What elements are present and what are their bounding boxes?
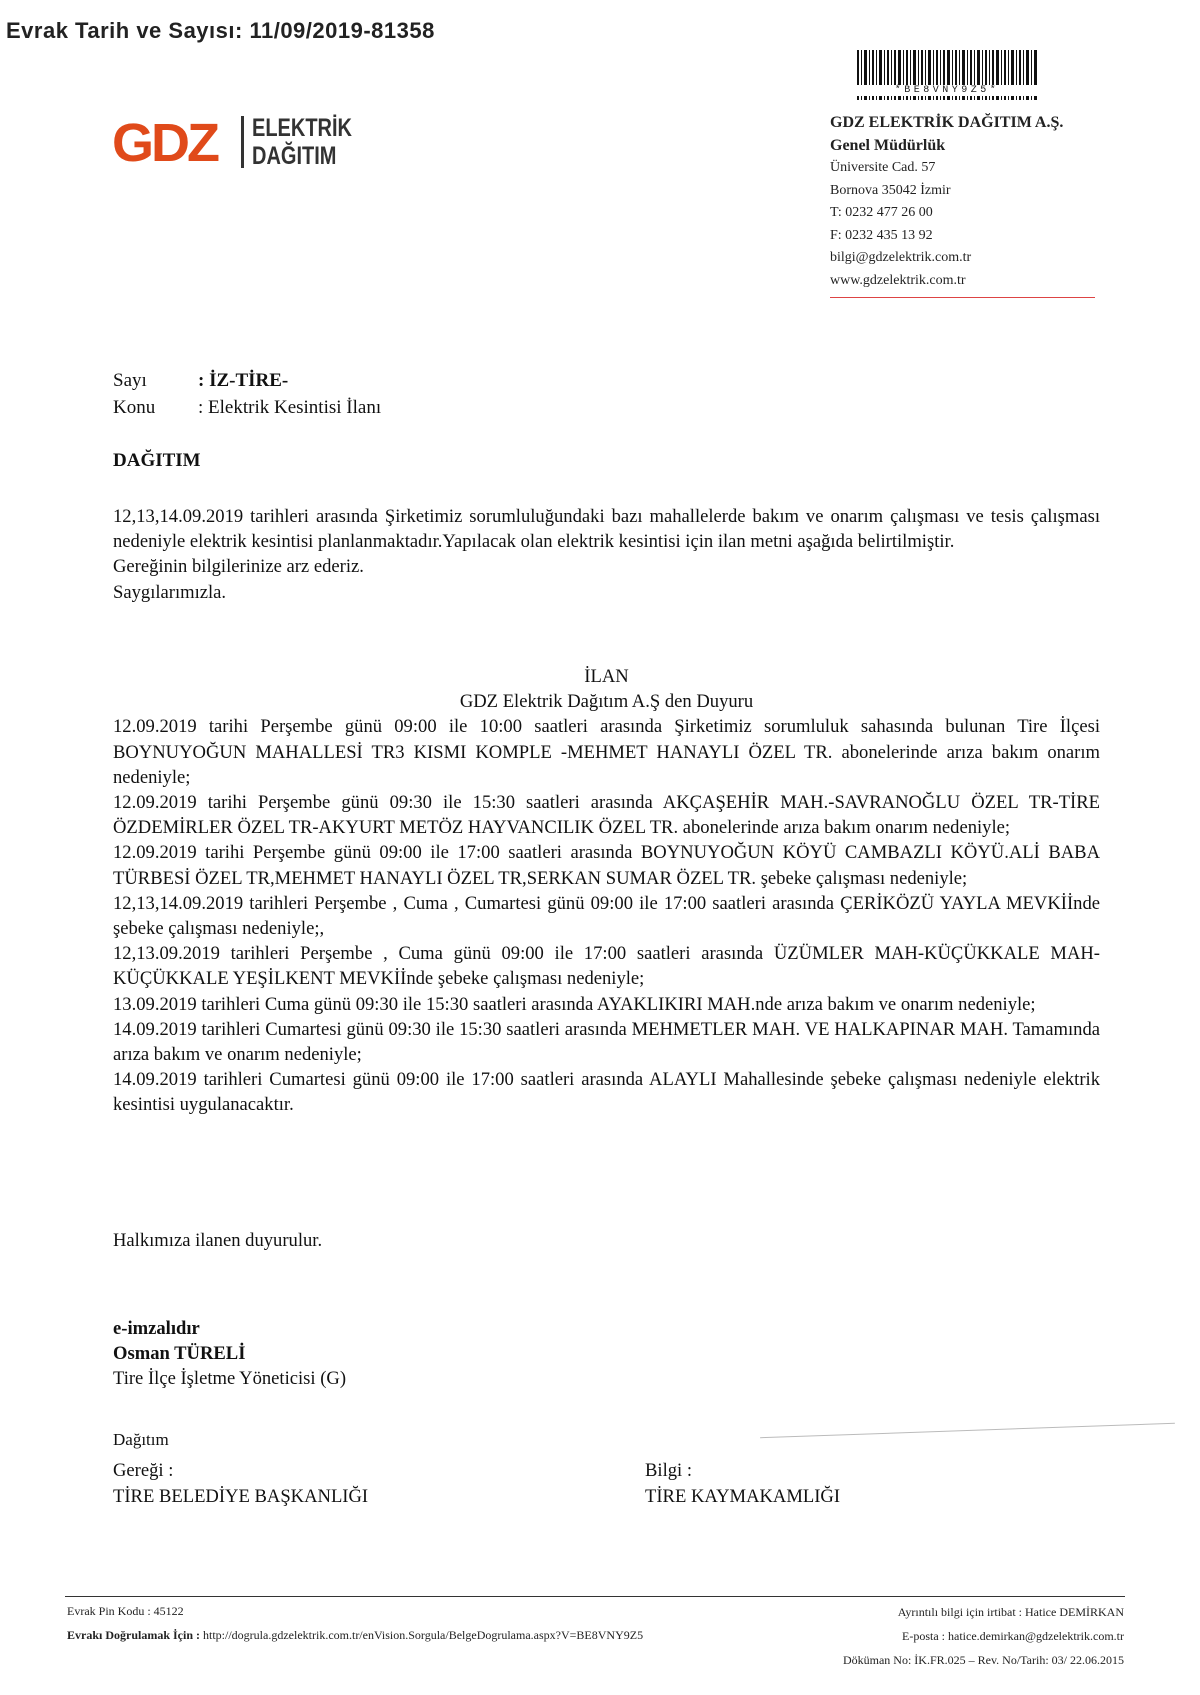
announcement-subtitle: GDZ Elektrik Dağıtım A.Ş den Duyuru: [459, 691, 754, 713]
announcement-item: 12,13,14.09.2019 tarihleri Perşembe , Cuma , Cumartesi günü 09:00 ile 17:00 saatleri arasında ÇERİKÖZÜ YAYLA MEVKİİnde şebeke çalışması nedeniyle;,: [113, 892, 1100, 940]
closing-line: Halkımıza ilanen duyurulur.: [113, 1230, 323, 1251]
intro-regards: Saygılarımızla.: [113, 581, 227, 603]
sender-fax: F: 0232 435 13 92: [830, 227, 933, 243]
distribution-bilgi: [645, 1458, 840, 1510]
konu-label: Konu: [113, 397, 156, 418]
verify-label: Evrakı Doğrulamak İçin :: [67, 1628, 201, 1642]
footer-document-number: Döküman No: İK.FR.025 – Rev. No/Tarih: 03/ 22.06.2015: [842, 1653, 1124, 1667]
sender-address-line2: Bornova 35042 İzmir: [830, 182, 951, 198]
announcement-title: İLAN: [584, 666, 629, 687]
intro-request: Gereğinin bilgilerinize arz ederiz.: [113, 556, 364, 578]
verify-url[interactable]: http://dogrula.gdzelektrik.com.tr/enVision.Sorgula/BelgeDogrulama.aspx?V=BE8VNY9Z5: [203, 1628, 644, 1642]
sender-website: www.gdzelektrik.com.tr: [830, 272, 966, 288]
announcement-item: 12.09.2019 tarihi Perşembe günü 09:00 ile 10:00 saatleri arasında Şirketimiz sorumluluk sahasında bulunan Tire İlçesi BOYNUYOĞUN MAHALLESİ TR3 KISMI KOMPLE -MEHMET HANAYLI ÖZEL TR. abonelerinde arıza bakım onarım nedeniyle;: [113, 716, 1100, 788]
sender-department: Genel Müdürlük: [830, 136, 946, 154]
footer-contact-block: [843, 1600, 1124, 1672]
sayi-value: : İZ-TİRE-: [198, 370, 289, 391]
footer-verification: [67, 1628, 643, 1643]
signature-block: [113, 1316, 346, 1391]
distribution-gereği: [113, 1458, 368, 1510]
announcement-item: 12,13.09.2019 tarihleri Perşembe , Cuma günü 09:00 ile 17:00 saatleri arasında ÜZÜMLER MAH-KÜÇÜKKALE MAH-KÜÇÜKKALE YEŞİLKENT MEVKİİnde şebeke çalışması nedeniyle;: [113, 943, 1100, 990]
announcement-item: 14.09.2019 tarihleri Cumartesi günü 09:30 ile 15:30 saatleri arasında MEHMETLER MAH. VE HALKAPINAR MAH. Tamamında arıza bakım ve onarım nedeniyle;: [113, 1018, 1100, 1066]
bilgi-value: TİRE KAYMAKAMLIĞI: [645, 1486, 841, 1507]
footer-pin-code: Evrak Pin Kodu : 45122: [67, 1604, 184, 1618]
footer-contact-email[interactable]: E-posta : hatice.demirkan@gdzelektrik.com.tr: [902, 1629, 1124, 1643]
intro-paragraph: 12,13,14.09.2019 tarihleri arasında Şirketimiz sorumluluğundaki bazı mahallelerde bakım ve onarım çalışması ve tesis çalışması nedeniyle elektrik kesintisi planlanmaktadır.Yapılacak olan elektrik kesintisi için ilan metni aşağıda belirtilmiştir.: [113, 506, 1100, 553]
gereği-label: Gereği :: [113, 1460, 174, 1481]
logo-line2: DAĞITIM: [252, 142, 337, 170]
konu-value: : Elektrik Kesintisi İlanı: [198, 397, 382, 418]
signatory-title: Tire İlçe İşletme Yöneticisi (G): [113, 1368, 347, 1389]
footer-divider: [65, 1596, 1125, 1597]
barcode-code: *BE8VNY9Z5*: [857, 85, 1037, 96]
gereği-value: TİRE BELEDİYE BAŞKANLIĞI: [113, 1486, 369, 1507]
e-signed-note: e-imzalıdır: [113, 1318, 200, 1339]
signature-stroke: [760, 1423, 1175, 1438]
logo-elektrik-dagitim: [252, 114, 352, 170]
announcement-item: 12.09.2019 tarihi Perşembe günü 09:00 ile 17:00 saatleri arasında BOYNUYOĞUN KÖYÜ CAMBAZLI KÖYÜ.ALİ BABA TÜRBESİ ÖZEL TR,MEHMET HANAYLI ÖZEL TR,SERKAN SUMAR ÖZEL TR. şebeke çalışması nedeniyle;: [113, 842, 1100, 889]
footer-contact: Ayrıntılı bilgi için irtibat : Hatice DEMİRKAN: [897, 1605, 1124, 1619]
sender-company: GDZ ELEKTRİK DAĞITIM A.Ş.: [830, 114, 1064, 131]
sayi-label: Sayı: [113, 370, 147, 391]
announcement: [113, 664, 1100, 1118]
recipient-heading: DAĞITIM: [113, 450, 201, 471]
logo-gdz-text: GDZ: [112, 113, 217, 173]
gdz-logo: [112, 112, 352, 174]
sender-address-block: [830, 112, 1063, 292]
document-date-number-stamp: Evrak Tarih ve Sayısı: 11/09/2019-81358: [6, 18, 435, 43]
sender-email: bilgi@gdzelektrik.com.tr: [830, 250, 972, 265]
bilgi-label: Bilgi :: [645, 1460, 693, 1481]
announcement-item: 12.09.2019 tarihi Perşembe günü 09:30 ile 15:30 saatleri arasında AKÇAŞEHİR MAH.-SAVRANOĞLU ÖZEL TR-TİRE ÖZDEMİRLER ÖZEL TR-AKYURT METÖZ HAYVANCILIK ÖZEL TR. abonelerinde arıza bakım onarım nedeniyle;: [113, 792, 1100, 839]
header-divider: [830, 297, 1095, 298]
sender-address-line1: Üniversite Cad. 57: [830, 160, 936, 175]
announcement-item: 13.09.2019 tarihleri Cuma günü 09:30 ile 15:30 saatleri arasında AYAKLIKIRI MAH.nde arıza bakım ve onarım nedeniyle;: [113, 993, 1036, 1015]
logo-separator: [241, 116, 244, 168]
intro-text: [113, 504, 1100, 605]
sender-phone: T: 0232 477 26 00: [830, 205, 933, 220]
distribution-label: Dağıtım: [113, 1430, 169, 1449]
announcement-item: 14.09.2019 tarihleri Cumartesi günü 09:00 ile 17:00 saatleri arasında ALAYLI Mahallesinde şebeke çalışması nedeniyle elektrik kesintisi uygulanacaktır.: [113, 1069, 1100, 1116]
logo-line1: ELEKTRİK: [252, 114, 352, 142]
signatory-name: Osman TÜRELİ: [113, 1343, 246, 1364]
